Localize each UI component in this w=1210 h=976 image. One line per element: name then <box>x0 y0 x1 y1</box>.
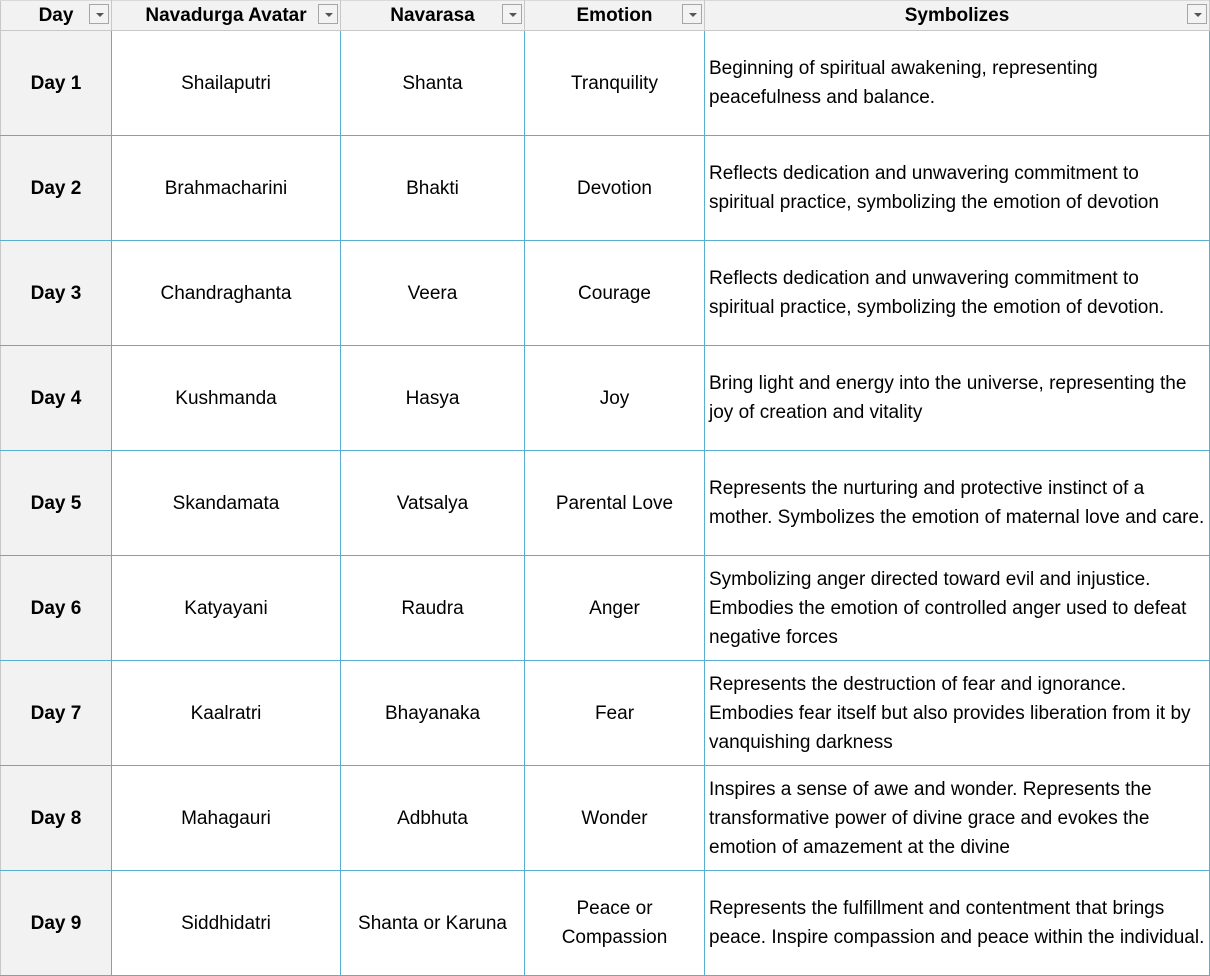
filter-dropdown-icon[interactable] <box>1187 4 1207 24</box>
cell-day[interactable]: Day 3 <box>1 241 112 346</box>
table-row <box>1 451 1210 556</box>
table-row <box>1 136 1210 241</box>
filter-dropdown-icon[interactable] <box>502 4 522 24</box>
cell-emotion[interactable]: Wonder <box>525 766 705 871</box>
cell-avatar[interactable]: Chandraghanta <box>112 241 341 346</box>
cell-day[interactable]: Day 9 <box>1 871 112 976</box>
filter-dropdown-icon[interactable] <box>89 4 109 24</box>
cell-symbolizes[interactable]: Reflects dedication and unwavering commitment to spiritual practice, symbolizing the emotion of devotion. <box>705 241 1210 346</box>
table-row <box>1 556 1210 661</box>
cell-symbolizes[interactable]: Reflects dedication and unwavering commitment to spiritual practice, symbolizing the emotion of devotion <box>705 136 1210 241</box>
cell-avatar[interactable]: Brahmacharini <box>112 136 341 241</box>
cell-day[interactable]: Day 6 <box>1 556 112 661</box>
cell-emotion[interactable]: Devotion <box>525 136 705 241</box>
filter-dropdown-icon[interactable] <box>682 4 702 24</box>
table-row <box>1 346 1210 451</box>
header-row <box>1 1 1210 31</box>
cell-day[interactable]: Day 1 <box>1 31 112 136</box>
cell-navarasa[interactable]: Bhayanaka <box>341 661 525 766</box>
cell-navarasa[interactable]: Vatsalya <box>341 451 525 556</box>
cell-avatar[interactable]: Mahagauri <box>112 766 341 871</box>
header-navarasa <box>341 1 525 31</box>
header-emotion-label: Emotion <box>576 5 653 26</box>
filter-dropdown-icon[interactable] <box>318 4 338 24</box>
cell-emotion[interactable]: Fear <box>525 661 705 766</box>
cell-navarasa[interactable]: Shanta <box>341 31 525 136</box>
cell-navarasa[interactable]: Veera <box>341 241 525 346</box>
cell-day[interactable]: Day 2 <box>1 136 112 241</box>
cell-symbolizes[interactable]: Inspires a sense of awe and wonder. Represents the transformative power of divine grace and evokes the emotion of amazement at the divine <box>705 766 1210 871</box>
cell-avatar[interactable]: Skandamata <box>112 451 341 556</box>
cell-symbolizes[interactable]: Symbolizing anger directed toward evil and injustice. Embodies the emotion of controlled anger used to defeat negative forces <box>705 556 1210 661</box>
cell-emotion[interactable]: Joy <box>525 346 705 451</box>
table-row <box>1 766 1210 871</box>
cell-avatar[interactable]: Katyayani <box>112 556 341 661</box>
header-symbolizes-label: Symbolizes <box>904 5 1010 26</box>
cell-navarasa[interactable]: Raudra <box>341 556 525 661</box>
cell-avatar[interactable]: Kaalratri <box>112 661 341 766</box>
cell-emotion[interactable]: Tranquility <box>525 31 705 136</box>
cell-avatar[interactable]: Kushmanda <box>112 346 341 451</box>
cell-symbolizes[interactable]: Represents the nurturing and protective instinct of a mother. Symbolizes the emotion of maternal love and care. <box>705 451 1210 556</box>
header-emotion <box>525 1 705 31</box>
cell-emotion[interactable]: Peace or Compassion <box>525 871 705 976</box>
table-row <box>1 661 1210 766</box>
cell-avatar[interactable]: Shailaputri <box>112 31 341 136</box>
cell-day[interactable]: Day 4 <box>1 346 112 451</box>
header-symbolizes <box>705 1 1210 31</box>
cell-symbolizes[interactable]: Beginning of spiritual awakening, representing peacefulness and balance. <box>705 31 1210 136</box>
header-avatar-label: Navadurga Avatar <box>145 5 307 26</box>
cell-symbolizes[interactable]: Represents the fulfillment and contentment that brings peace. Inspire compassion and peace within the individual. <box>705 871 1210 976</box>
cell-navarasa[interactable]: Bhakti <box>341 136 525 241</box>
header-day-label: Day <box>38 5 74 26</box>
cell-avatar[interactable]: Siddhidatri <box>112 871 341 976</box>
header-day <box>1 1 112 31</box>
cell-navarasa[interactable]: Adbhuta <box>341 766 525 871</box>
cell-navarasa[interactable]: Hasya <box>341 346 525 451</box>
header-avatar <box>112 1 341 31</box>
cell-symbolizes[interactable]: Bring light and energy into the universe, representing the joy of creation and vitality <box>705 346 1210 451</box>
table-row <box>1 871 1210 976</box>
cell-emotion[interactable]: Parental Love <box>525 451 705 556</box>
cell-day[interactable]: Day 5 <box>1 451 112 556</box>
cell-emotion[interactable]: Anger <box>525 556 705 661</box>
cell-day[interactable]: Day 8 <box>1 766 112 871</box>
cell-day[interactable]: Day 7 <box>1 661 112 766</box>
table-row <box>1 31 1210 136</box>
cell-symbolizes[interactable]: Represents the destruction of fear and ignorance. Embodies fear itself but also provides liberation from it by vanquishing darkness <box>705 661 1210 766</box>
cell-emotion[interactable]: Courage <box>525 241 705 346</box>
table-row <box>1 241 1210 346</box>
cell-navarasa[interactable]: Shanta or Karuna <box>341 871 525 976</box>
header-navarasa-label: Navarasa <box>390 5 475 26</box>
